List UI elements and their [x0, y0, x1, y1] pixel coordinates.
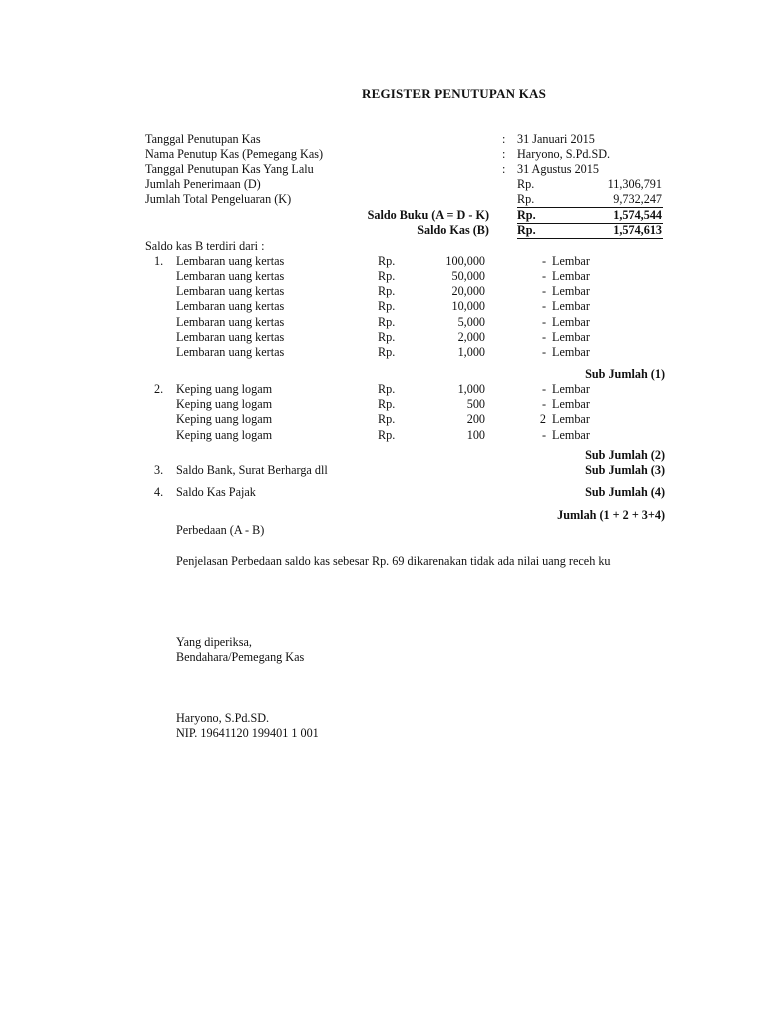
coin-row-quantity: - [541, 428, 546, 442]
paper-row-denomination: 2,000 [457, 330, 485, 344]
coin-row-label: Keping uang logam [176, 397, 273, 411]
coin-row-denomination: 100 [466, 428, 485, 442]
section4-label: Saldo Kas Pajak [176, 485, 256, 499]
coin-row-currency: Rp. [378, 412, 396, 426]
paper-row-unit: Lembar [552, 269, 590, 283]
field-label-cashier-name: Nama Penutup Kas (Pemegang Kas) [145, 147, 324, 161]
paper-row-unit: Lembar [552, 330, 590, 344]
paper-row-quantity: - [541, 269, 546, 283]
difference-explanation: Penjelasan Perbedaan saldo kas sebesar Rp. 69 dikarenakan tidak ada nilai uang receh ku [176, 554, 611, 568]
coin-row-label: Keping uang logam [176, 382, 273, 396]
signer-nip: NIP. 19641120 199401 1 001 [176, 726, 319, 740]
coin-row-unit: Lembar [552, 382, 590, 396]
subtotal-4: Sub Jumlah (4) [585, 485, 665, 499]
coin-row-quantity: 2 [539, 412, 546, 426]
coin-row-currency: Rp. [378, 397, 396, 411]
subtotal-2: Sub Jumlah (2) [585, 448, 665, 462]
coin-row-unit: Lembar [552, 397, 590, 411]
coin-row-currency: Rp. [378, 382, 396, 396]
amount-value-expenditures: 9,732,247 [613, 192, 662, 206]
paper-row-label: Lembaran uang kertas [176, 254, 285, 268]
paper-row-denomination: 100,000 [445, 254, 485, 268]
field-label-previous-closing-date: Tanggal Penutupan Kas Yang Lalu [145, 162, 314, 176]
paper-row-unit: Lembar [552, 299, 590, 313]
amount-label-receipts: Jumlah Penerimaan (D) [145, 177, 261, 191]
field-sep: : [502, 147, 506, 161]
coin-row-denomination: 200 [466, 412, 485, 426]
section3-label: Saldo Bank, Surat Berharga dll [176, 463, 328, 477]
paper-row-label: Lembaran uang kertas [176, 330, 285, 344]
coin-row-currency: Rp. [378, 428, 396, 442]
signer-role: Bendahara/Pemegang Kas [176, 650, 305, 664]
paper-row-currency: Rp. [378, 269, 396, 283]
subtotal-3: Sub Jumlah (3) [585, 463, 665, 477]
paper-row-quantity: - [541, 330, 546, 344]
paper-row-currency: Rp. [378, 330, 396, 344]
saldo-intro: Saldo kas B terdiri dari : [145, 239, 265, 253]
amount-currency: Rp. [517, 177, 535, 191]
field-sep: : [502, 162, 506, 176]
field-value-closing-date: 31 Januari 2015 [517, 132, 595, 146]
paper-row-currency: Rp. [378, 284, 396, 298]
paper-row-quantity: - [541, 299, 546, 313]
section-number: 4. [154, 485, 164, 499]
paper-row-unit: Lembar [552, 254, 590, 268]
coin-row-denomination: 1,000 [457, 382, 485, 396]
amount-value-receipts: 11,306,791 [607, 177, 662, 191]
coin-row-unit: Lembar [552, 412, 590, 426]
document-title: REGISTER PENUTUPAN KAS [362, 86, 547, 101]
saldo-kas-currency: Rp. [517, 223, 663, 239]
field-label-closing-date: Tanggal Penutupan Kas [145, 132, 261, 146]
paper-row-quantity: - [541, 254, 546, 268]
paper-row-unit: Lembar [552, 284, 590, 298]
paper-row-label: Lembaran uang kertas [176, 299, 285, 313]
paper-row-denomination: 10,000 [451, 299, 485, 313]
saldo-buku-value: 1,574,544 [613, 208, 662, 222]
amount-label-expenditures: Jumlah Total Pengeluaran (K) [145, 192, 292, 206]
paper-row-quantity: - [541, 315, 546, 329]
paper-row-label: Lembaran uang kertas [176, 345, 285, 359]
section-number: 3. [154, 463, 164, 477]
paper-row-currency: Rp. [378, 299, 396, 313]
paper-row-unit: Lembar [552, 315, 590, 329]
grand-total-label: Jumlah (1 + 2 + 3+4) [557, 508, 665, 522]
paper-row-denomination: 1,000 [457, 345, 485, 359]
paper-row-label: Lembaran uang kertas [176, 284, 285, 298]
subtotal-1: Sub Jumlah (1) [585, 367, 665, 381]
saldo-buku-label: Saldo Buku (A = D - K) [367, 208, 489, 222]
coin-row-denomination: 500 [466, 397, 485, 411]
field-value-cashier-name: Haryono, S.Pd.SD. [517, 147, 611, 161]
coin-row-quantity: - [541, 397, 546, 411]
paper-row-unit: Lembar [552, 345, 590, 359]
section-number: 2. [154, 382, 164, 396]
coin-row-label: Keping uang logam [176, 412, 273, 426]
field-value-previous-closing-date: 31 Agustus 2015 [517, 162, 599, 176]
examined-label: Yang diperiksa, [176, 635, 252, 649]
saldo-kas-label: Saldo Kas (B) [417, 223, 489, 237]
paper-row-currency: Rp. [378, 254, 396, 268]
amount-currency: Rp. [517, 192, 663, 208]
coin-row-quantity: - [541, 382, 546, 396]
paper-row-quantity: - [541, 345, 546, 359]
saldo-kas-value: 1,574,613 [613, 223, 662, 237]
paper-row-currency: Rp. [378, 315, 396, 329]
signer-name: Haryono, S.Pd.SD. [176, 711, 270, 725]
paper-row-label: Lembaran uang kertas [176, 315, 285, 329]
paper-row-quantity: - [541, 284, 546, 298]
paper-row-denomination: 5,000 [457, 315, 485, 329]
difference-label: Perbedaan (A - B) [176, 523, 265, 537]
paper-row-label: Lembaran uang kertas [176, 269, 285, 283]
coin-row-label: Keping uang logam [176, 428, 273, 442]
paper-row-denomination: 50,000 [451, 269, 485, 283]
coin-row-unit: Lembar [552, 428, 590, 442]
field-sep: : [502, 132, 506, 146]
paper-row-currency: Rp. [378, 345, 396, 359]
section-number: 1. [154, 254, 164, 268]
saldo-buku-currency: Rp. [517, 208, 663, 224]
paper-row-denomination: 20,000 [451, 284, 485, 298]
